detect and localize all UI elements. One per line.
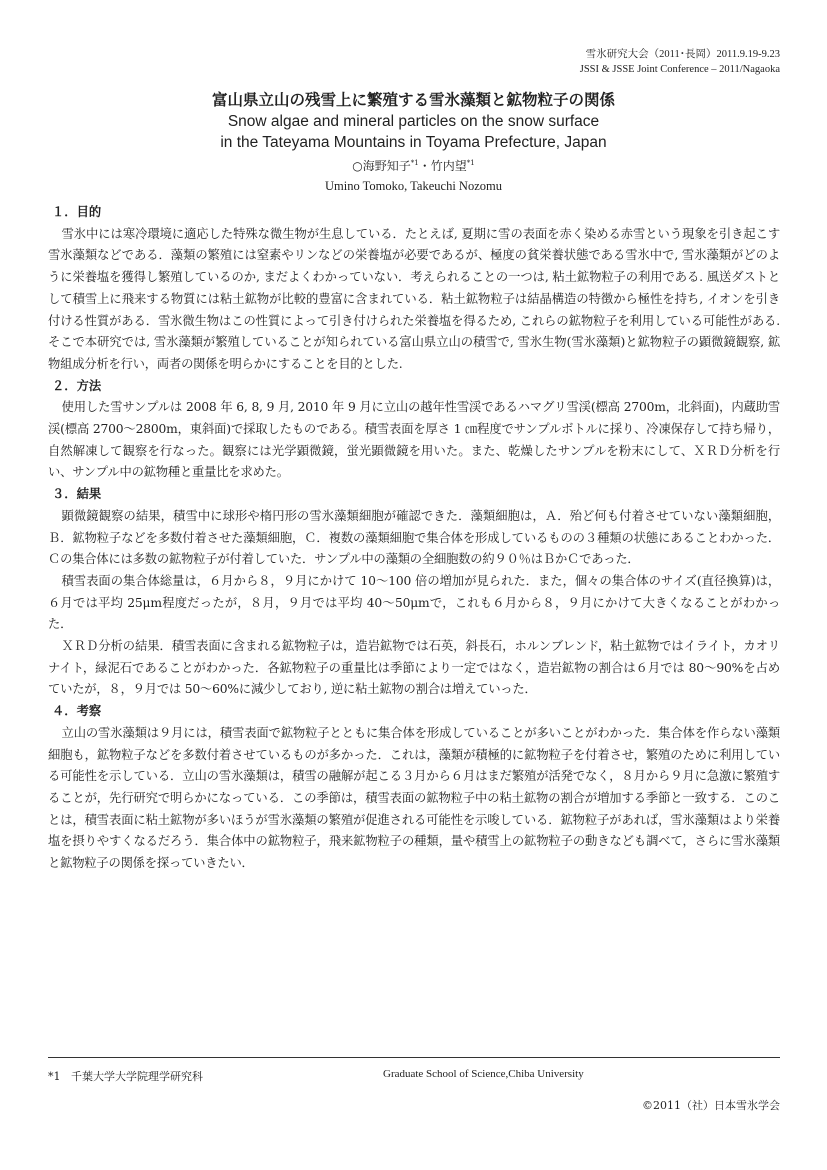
footnote-affiliation-en: Graduate School of Science,Chiba University [383,1068,584,1080]
conference-header [580,47,780,77]
conference-name-en: JSSI & JSSE Joint Conference – 2011/Nagaoka [579,64,780,75]
footnote-text-ja: 千葉大学大学院理学研究科 [71,1070,203,1083]
title-english-line2: in the Tateyama Mountains in Toyama Prefecture, Japan [220,134,607,151]
paragraph: 顕微鏡観察の結果，積雪中に球形や楕円形の雪氷藻類細胞が確認できた．藻類細胞は，Ａ．殆ど何も付着させていない藻類細胞，Ｂ．鉱物粒子などを多数付着させた藻類細胞，Ｃ．複数の藻類細胞で集合体を形成しているものの３種類の状態にあることわかった．Ｃの集合体には多数の鉱物粒子が付着していた．サンプル中の藻類の全細胞数の約９０％はＢかＣであった． [48,508,780,567]
paragraph: 積雪表面の集合体総量は，６月から８，９月にかけて 10～100 倍の増加が見られた．また，個々の集合体のサイズ(直径換算)は，６月では平均 25μm程度だったが，８月，９月では平均 40～50μmで，これも６月から８，９月にかけて大きくなることがわかった． [48,573,780,632]
section-heading-results: ３．結果 [52,487,102,502]
author-1: ○海野知子 [352,159,411,173]
copyright-notice: ©2011（社）日本雪氷学会 [642,1099,780,1112]
title-english-line1: Snow algae and mineral particles on the snow surface [227,113,600,130]
footnote-affiliation-ja [48,1068,203,1084]
paragraph: 雪氷中には寒冷環境に適応した特殊な微生物が生息している．たとえば, 夏期に雪の表面を赤く染める赤雪という現象を引き起こす雪氷藻類などである．藻類の繁殖には窒素やリンなどの栄養塩が必要であるが、極度の貧栄養状態である雪氷中で, 雪氷藻類がどのように栄養塩を獲得し繁殖しているのか, まだよくわかっていない．考えられることの一つは, 粘土鉱物粒子の利用である. 風送ダストとして積雪上に飛来する物質には粘土鉱物が比較的豊富に含まれている．粘土鉱物粒子は結晶構造の特徴から極性を持ち, イオンを引き付ける性質がある．雪氷微生物はこの性質によって引き付けられた栄養塩を得るため, これらの鉱物粒子を利用している可能性がある. そこで本研究では, 雪氷藻類が繁殖していることが知られている富山県立山の積雪で, 雪氷生物(雪氷藻類)と鉱物粒子の顕微鏡観察, 鉱物組成分析を行い，両者の関係を明らかにすることを目的とした. [48,226,780,371]
footnote-divider [48,1057,780,1058]
paragraph: 立山の雪氷藻類は９月には，積雪表面で鉱物粒子とともに集合体を形成していることが多いことがわかった．集合体を作らない藻類細胞も，鉱物粒子などを多数付着させているものが多かった．これは，藻類が積極的に鉱物粒子を付着させ，繁殖のために利用している可能性を示している．立山の雪氷藻類は，積雪の融解が起こる３月から６月はまだ繁殖が活発でなく，８月から９月に急激に繁殖することが，先行研究で明らかになっている．この季節は，積雪表面の鉱物粒子中の粘土鉱物の割合が増加する季節と一致する．このことは，積雪表面に粘土鉱物が多いほうが雪氷藻類の繁殖が促進される可能性を示唆している．鉱物粒子があれば，雪氷藻類はより栄養塩を摂りやすくなるだろう．集合体中の鉱物粒子，飛来鉱物粒子の種類，量や積雪上の鉱物粒子の動きなども調べて，さらに雪氷藻類と鉱物粒子の関係を探っていきたい． [48,725,780,871]
section-heading-methods: ２．方法 [52,378,102,393]
authors-english: Umino Tomoko, Takeuchi Nozomu [325,179,502,193]
footnote-mark: *1 [48,1070,61,1083]
title-block [0,90,827,196]
author-separator: ・ [418,159,431,173]
title-japanese: 富山県立山の残雪上に繁殖する雪氷藻類と鉱物粒子の関係 [211,91,615,109]
affiliation-mark-1: *1 [410,159,419,167]
paper-body [48,202,780,875]
author-2: 竹内望 [430,159,467,173]
conference-name-ja: 雪氷研究大会（2011･長岡）2011.9.19-9.23 [585,49,780,60]
section-heading-discussion: ４．考察 [52,704,102,719]
paragraph: 使用した雪サンプルは 2008 年 6, 8, 9 月, 2010 年 9 月に立山の越年性雪渓であるハマグリ雪渓(標高 2700m，北斜面)，内蔵助雪渓(標高 2700～2800m，東斜面)で採取したものである。積雪表面を厚さ 1 ㎝程度でサンプルボトルに採り、冷凍保存して持ち帰り，自然解凍して観察を行なった。観察には光学顕微鏡，蛍光顕微鏡を用いた。また、乾燥したサンプルを粉末にして、ＸＲＤ分析を行い、サンプル中の鉱物種と重量比を求めた。 [48,400,780,480]
affiliation-mark-2: *1 [466,159,475,167]
paragraph: ＸＲＤ分析の結果．積雪表面に含まれる鉱物粒子は，造岩鉱物では石英，斜長石，ホルンブレンド，粘土鉱物ではイライト，カオリナイト，緑泥石であることがわかった．各鉱物粒子の重量比は季節により一定ではなく，造岩鉱物の割合は６月では 80～90%を占めていたが，８，９月では 50～60%に減少しており, 逆に粘土鉱物の割合は増えていった． [48,639,780,697]
authors-japanese [0,153,827,176]
section-heading-purpose: １．目的 [52,205,102,219]
